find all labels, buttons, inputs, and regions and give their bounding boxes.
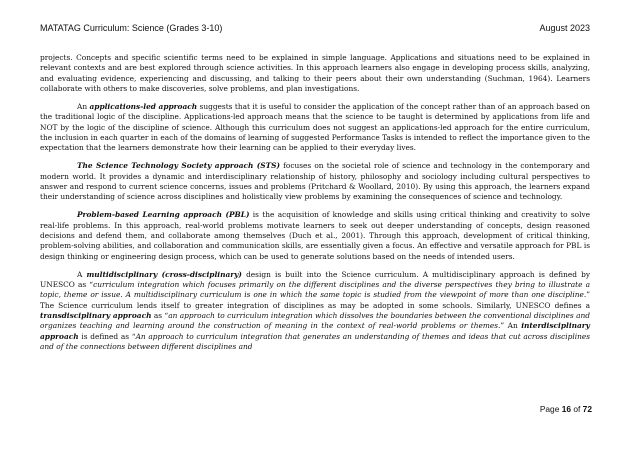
paragraph-applications-led	[40, 102, 590, 154]
paragraph-text: design is built into the Science curriculum. A multidisciplinary approach is defined by UNESCO as “	[40, 269, 591, 289]
paragraph-text: as “	[151, 310, 169, 320]
paragraph-multidisciplinary	[40, 270, 590, 353]
page-number: 16	[561, 404, 572, 414]
quote-interdisciplinary: An approach to curriculum integration that generates an understanding of themes and ideas that cut across disciplines and of the connections between different disciplines and	[40, 331, 591, 351]
term-applications-led: applications-led approach	[89, 101, 198, 111]
term-transdisciplinary: transdisciplinary approach	[40, 310, 152, 320]
paragraph-sts	[40, 161, 590, 202]
page-word: Page	[539, 404, 562, 414]
paragraph-text: is defined as “	[78, 331, 136, 341]
paragraph-text: .” The Science curriculum lends itself to greater integration of disciplines as may be adopted in some schools. Similarly, UNESCO defines a	[40, 290, 590, 310]
quote-transdisciplinary: an approach to curriculum integration which dissolves the boundaries between the conventional disciplines and organizes teaching and learning around the construction of meaning in the context of real-world problems or themes	[40, 310, 590, 331]
term-sts: The Science Technology Society approach (STS)	[77, 161, 280, 171]
term-multidisciplinary: multidisciplinary (cross-disciplinary)	[86, 269, 242, 279]
paragraph-continued	[40, 53, 590, 94]
paragraph-text: focuses on the societal role of science and technology in the contemporary and modern world. It provides a dynamic and interdisciplinary relationship of history, philosophy and sociology including cultural perspectives to answer and respond to current science concerns, issues and problems (Pritchard & Woollard, 2010). By using this approach, the learners expand their understanding of science across disciplines and holistically view problems by examining the consequences of science and technology.	[40, 161, 590, 202]
quote-multidisciplinary: curriculum integration which focuses primarily on the different disciplines and the diverse perspectives they bring to illustrate a topic, theme or issue. A multidisciplinary curriculum is one in which the same topic is studied from the viewpoint of more than one discipline	[40, 279, 591, 300]
term-pbl: Problem-based Learning approach (PBL)	[77, 210, 250, 220]
paragraph-text: An	[77, 101, 90, 111]
paragraph-text: suggests that it is useful to consider the application of the concept rather than of an approach based on the traditional logic of the discipline. Applications-led approach means that the science to be taught is determined by applications from life and NOT by the logic of the discipline of science. Although this curriculum does not suggest an applications-led approach for the entire curriculum, the inclusion in each quarter in each of the domains of learning of suggested Performance Tasks is intended to reflect the importance given to the expectation that the learners demonstrate how their learning can be applied to their everyday lives.	[40, 101, 591, 153]
page-total: 72	[582, 404, 592, 414]
document-date: August 2023	[539, 23, 590, 33]
paragraph-text: .” An	[498, 321, 522, 331]
page-footer	[540, 404, 592, 414]
paragraph-text: projects. Concepts and specific scientific terms need to be explained in simple language. Applications and situations need to be explained in relevant contexts and are best explored through science activities. In this approach learners also engage in developing process skills, analyzing, and evaluating evidence, experiencing and discussing, and talking to their peers about their own understanding (Suchman, 1964). Learners collaborate with others to make discoveries, solve problems, and plan investigations.	[40, 53, 590, 94]
paragraph-text: is the acquisition of knowledge and skills using critical thinking and creativity to solve real-life problems. In this approach, real-world problems motivate learners to seek out deeper understanding of concepts, design reasoned decisions and defend them, and collaborate among themselves (Duch et al., 2001). Through this approach, development of critical thinking, problem-solving abilities, and collaboration and communication skills, are essentially given a focus. An effective and versatile approach for PBL is design thinking or engineering design process, which can be used to generate solutions based on the needs of intended users.	[40, 210, 590, 261]
paragraph-pbl	[40, 210, 590, 262]
term-interdisciplinary: interdisciplinary approach	[40, 321, 590, 341]
document-body	[40, 53, 590, 360]
paragraph-text: A	[77, 269, 87, 279]
document-title: MATATAG Curriculum: Science (Grades 3-10)	[40, 23, 223, 33]
of-word: of	[571, 404, 583, 414]
